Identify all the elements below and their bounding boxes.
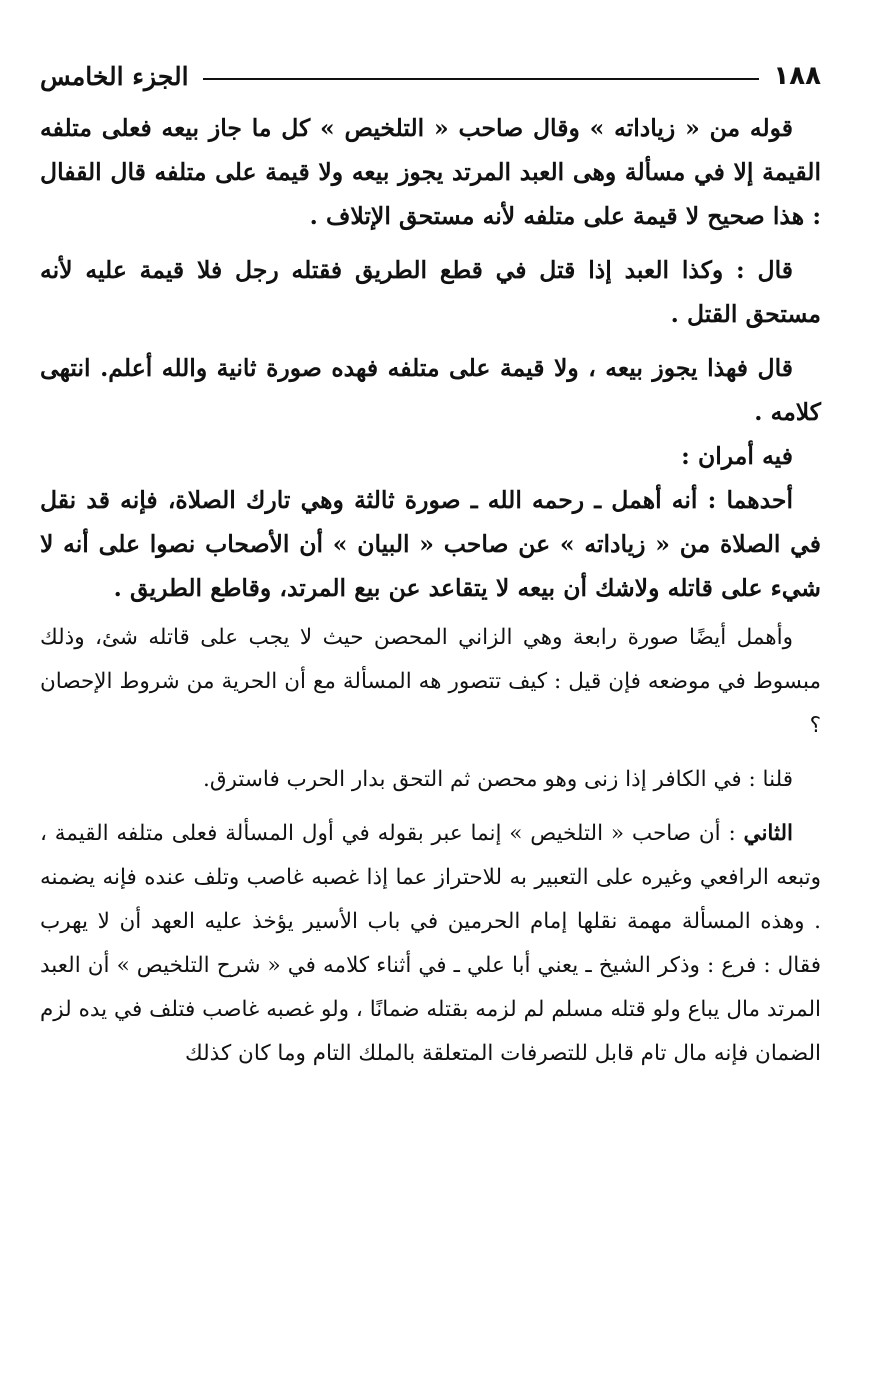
paragraph-6: وأهمل أيضًا صورة رابعة وهي الزاني المحصن حيث لا يجب على قاتله شئ، وذلك مبسوط في موضعه فإن قيل : كيف تتصور هه المسألة مع أن الحرية من شروط الإحصان ؟: [40, 625, 821, 738]
paragraph-7: قلنا : في الكافر إذا زنى وهو محصن ثم التحق بدار الحرب فاسترق.: [203, 767, 793, 792]
paragraph-4: فيه أمران :: [681, 442, 793, 470]
running-title: الجزء الخامس: [40, 61, 189, 91]
paragraph-8-lead: الثاني: [743, 821, 793, 846]
page-number: ١٨٨: [773, 61, 821, 91]
paragraph-1: قوله من « زياداته » وقال صاحب « التلخيص » كل ما جاز بيعه فعلى متلفه القيمة إلا في مسألة وهى العبد المرتد يجوز بيعه ولا قيمة على متلفه قال القفال : هذا صحيح لا قيمة على متلفه لأنه مستحق الإتلاف .: [40, 114, 821, 230]
book-page: [40, 58, 821, 1076]
plain-text-block: [40, 616, 821, 1076]
paragraph-2: قال : وكذا العبد إذا قتل في قطع الطريق فقتله رجل فلا قيمة عليه لأنه مستحق القتل .: [40, 256, 821, 328]
paragraph-8-text: : أن صاحب « التلخيص » إنما عبر بقوله في أول المسألة فعلى متلفه القيمة ، وتبعه الرافعي وغيره على التعبير به للاحتراز عما إذا غصبه غاصب وتلف عنده فإنه يضمنه . وهذه المسألة مهمة نقلها إمام الحرمين في باب الأسير يؤخذ عليه العهد أن لا يهرب فقال : فرع : وذكر الشيخ ـ يعني أبا علي ـ في أثناء كلامه في « شرح التلخيص » أن العبد المرتد مال يباع ولو قتله مسلم لم لزمه بقتله ضمانًا ، ولو غصبه غاصب فتلف في يده لزم الضمان فإنه مال تام قابل للتصرفات المتعلقة بالملك التام وما كان كذلك: [40, 821, 821, 1066]
paragraph-5: أحدهما : أنه أهمل ـ رحمه الله ـ صورة ثالثة وهي تارك الصلاة، فإنه قد نقل في الصلاة من « زياداته » عن صاحب « البيان » أن الأصحاب نصوا على أنه لا شيء على قاتله ولاشك أن بيعه لا يتقاعد عن بيع المرتد، وقاطع الطريق .: [40, 486, 821, 602]
bold-text-block: [40, 106, 821, 610]
page-header: [40, 58, 821, 94]
header-rule: [203, 78, 760, 80]
paragraph-8: [40, 812, 821, 1076]
paragraph-3: قال فهذا يجوز بيعه ، ولا قيمة على متلفه فهده صورة ثانية والله أعلم. انتهى كلامه .: [40, 354, 821, 426]
